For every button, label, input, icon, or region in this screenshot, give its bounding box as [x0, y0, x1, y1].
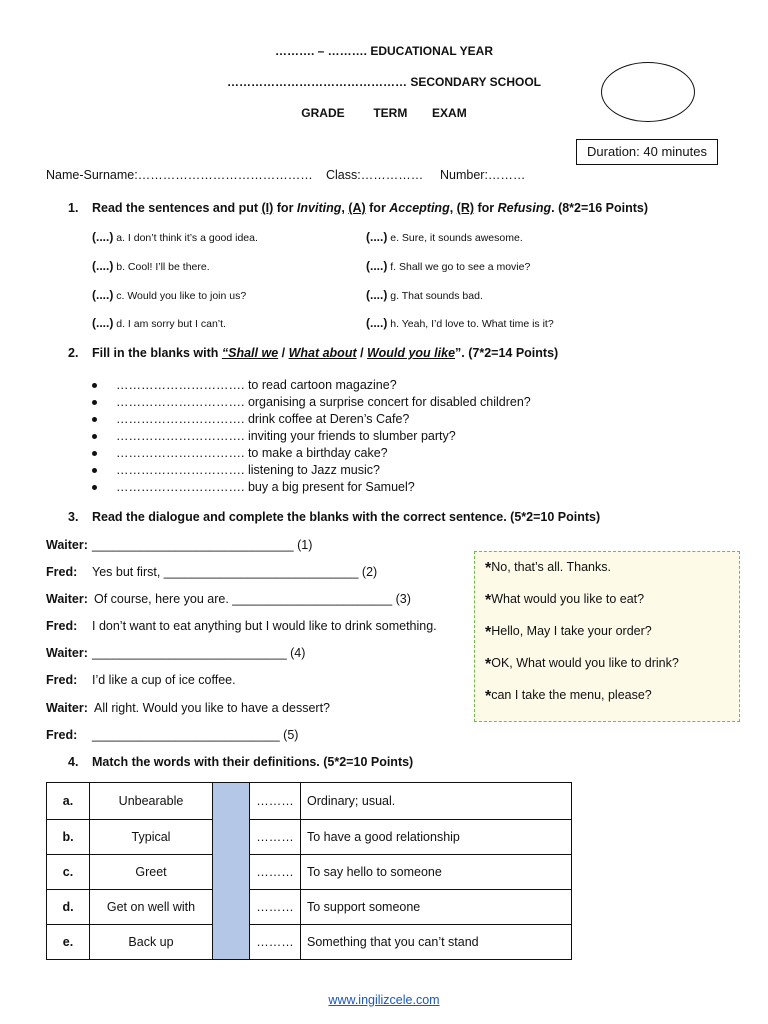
option-text: b. Cool! I’ll be there. — [113, 261, 210, 273]
dialogue-line-8[interactable]: ___________________________ (5) — [92, 728, 299, 742]
q2-what-about: What about — [288, 346, 357, 360]
option-item[interactable] — [485, 624, 652, 642]
table-row — [47, 855, 572, 890]
dialogue-speaker: Fred: — [46, 619, 78, 633]
option-item[interactable] — [485, 560, 611, 578]
q1-option-b[interactable] — [92, 259, 210, 273]
dialogue-line-7: All right. Would you like to have a dessert? — [94, 701, 331, 715]
dialogue-line-4: I don’t want to eat anything but I would like to drink something. — [92, 619, 437, 633]
q1-accepting: Accepting — [389, 201, 450, 215]
option-text: No, that’s all. Thanks. — [491, 560, 611, 574]
table-row — [47, 925, 572, 960]
dialogue-speaker: Waiter: — [46, 646, 88, 660]
dialogue-speaker: Fred: — [46, 673, 78, 687]
q2-item[interactable]: …………………………. listening to Jazz music? — [92, 462, 592, 479]
q1-option-g[interactable] — [366, 288, 483, 302]
dialogue-line-2[interactable]: Yes but first, ____________________________ (2) — [92, 565, 378, 579]
option-text: OK, What would you like to drink? — [491, 656, 679, 670]
number-field[interactable]: Number:……… — [440, 168, 526, 182]
answer-blank[interactable]: (....) — [366, 259, 388, 273]
answer-blank[interactable]: (....) — [92, 316, 114, 330]
answer-blank[interactable]: (....) — [92, 288, 114, 302]
q1-text: for — [273, 201, 297, 215]
q1-number: 1. — [68, 201, 79, 215]
q2-shall-we: “Shall we — [221, 346, 279, 360]
q1-code-r: (R) — [456, 201, 475, 215]
row-letter: d. — [47, 890, 90, 925]
dialogue-line-6: I’d like a cup of ice coffee. — [92, 673, 236, 687]
match-table — [46, 782, 572, 960]
row-letter: b. — [47, 820, 90, 855]
row-letter: e. — [47, 925, 90, 960]
score-oval — [601, 62, 695, 122]
footer — [0, 993, 768, 1007]
star-icon: * — [485, 688, 492, 705]
option-text: What would you like to eat? — [491, 592, 645, 606]
row-blank[interactable]: ……… — [250, 925, 301, 960]
q1-option-d[interactable] — [92, 316, 226, 330]
q1-text: for — [474, 201, 498, 215]
option-text: g. That sounds bad. — [387, 290, 483, 302]
option-item[interactable] — [485, 656, 679, 674]
q3-number: 3. — [68, 510, 79, 524]
row-letter: a. — [47, 783, 90, 820]
school-name: ……………………………………… SECONDARY SCHOOL — [226, 75, 541, 89]
option-item[interactable] — [485, 592, 644, 610]
row-word: Unbearable — [90, 783, 213, 820]
q1-code-i: (I) — [261, 201, 274, 215]
exam-label: EXAM — [432, 106, 467, 120]
q1-option-h[interactable] — [366, 316, 554, 330]
q4-title — [68, 755, 413, 769]
educational-year: ………. – ………. EDUCATIONAL YEAR — [274, 44, 494, 58]
dialogue-speaker: Waiter: — [46, 701, 88, 715]
q2-item[interactable]: …………………………. organising a surprise concert for disabled children? — [92, 394, 592, 411]
option-text: Hello, May I take your order? — [491, 624, 652, 638]
row-definition: Something that you can’t stand — [301, 925, 572, 960]
dialogue-speaker: Waiter: — [46, 538, 88, 552]
q1-text: for — [365, 201, 390, 215]
dialogue-line-1[interactable]: _____________________________ (1) — [92, 538, 313, 552]
q2-item[interactable]: …………………………. inviting your friends to slumber party? — [92, 428, 592, 445]
q2-item[interactable]: …………………………. to make a birthday cake? — [92, 445, 592, 462]
dialogue-speaker: Waiter: — [46, 592, 88, 606]
q2-would-you-like: Would you like — [367, 346, 456, 360]
q1-code-a: (A) — [348, 201, 366, 215]
option-text: f. Shall we go to see a movie? — [387, 261, 531, 273]
q2-text: / — [278, 346, 289, 360]
q2-item[interactable]: …………………………. to read cartoon magazine? — [92, 377, 592, 394]
table-row — [47, 783, 572, 820]
q2-item[interactable]: …………………………. buy a big present for Samuel? — [92, 479, 592, 496]
separator-cell — [213, 783, 250, 960]
star-icon: * — [485, 624, 492, 641]
row-blank[interactable]: ……… — [250, 783, 301, 820]
option-text: h. Yeah, I’d love to. What time is it? — [387, 318, 554, 330]
q2-title — [68, 346, 558, 360]
option-item[interactable] — [485, 688, 652, 706]
option-text: can I take the menu, please? — [491, 688, 652, 702]
row-word: Back up — [90, 925, 213, 960]
answer-options-box — [474, 551, 740, 722]
dialogue-speaker: Fred: — [46, 565, 78, 579]
star-icon: * — [485, 592, 492, 609]
option-text: d. I am sorry but I can’t. — [113, 318, 226, 330]
q1-inviting: Inviting — [296, 201, 342, 215]
q1-option-a[interactable] — [92, 230, 258, 244]
q2-points: ”. (7*2=14 Points) — [455, 346, 559, 360]
q1-option-e[interactable] — [366, 230, 523, 244]
row-definition: To say hello to someone — [301, 855, 572, 890]
star-icon: * — [485, 560, 492, 577]
star-icon: * — [485, 656, 492, 673]
class-field[interactable]: Class:…………… — [326, 168, 424, 182]
option-text: c. Would you like to join us? — [113, 290, 247, 302]
row-word: Typical — [90, 820, 213, 855]
q4-text: Match the words with their definitions. (5*2=10 Points) — [92, 755, 414, 769]
answer-blank[interactable]: (....) — [366, 288, 388, 302]
answer-blank[interactable]: (....) — [366, 230, 388, 244]
duration-box: Duration: 40 minutes — [576, 139, 718, 165]
name-surname-field[interactable]: Name-Surname:…………………………………… — [46, 168, 313, 182]
row-definition: To have a good relationship — [301, 820, 572, 855]
table-row — [47, 890, 572, 925]
dialogue-speaker: Fred: — [46, 728, 78, 742]
q1-text: , — [341, 201, 349, 215]
answer-blank[interactable]: (....) — [92, 230, 114, 244]
q1-refusing: Refusing — [497, 201, 552, 215]
q4-number: 4. — [68, 755, 79, 769]
q2-list — [92, 377, 592, 496]
answer-blank[interactable]: (....) — [366, 316, 388, 330]
q1-option-f[interactable] — [366, 259, 530, 273]
q2-number: 2. — [68, 346, 79, 360]
q3-title — [68, 510, 600, 524]
row-blank[interactable]: ……… — [250, 855, 301, 890]
row-definition: Ordinary; usual. — [301, 783, 572, 820]
q2-text: / — [356, 346, 368, 360]
row-word: Get on well with — [90, 890, 213, 925]
q1-option-c[interactable] — [92, 288, 246, 302]
q1-text: Read the sentences and put — [92, 201, 262, 215]
q2-text: Fill in the blanks with — [92, 346, 222, 360]
row-definition: To support someone — [301, 890, 572, 925]
q3-text: Read the dialogue and complete the blanks with the correct sentence. (5*2=10 Points) — [92, 510, 601, 524]
q2-item[interactable]: …………………………. drink coffee at Deren’s Cafe? — [92, 411, 592, 428]
row-blank[interactable]: ……… — [250, 890, 301, 925]
answer-blank[interactable]: (....) — [92, 259, 114, 273]
website-link[interactable]: www.ingilizcele.com — [328, 993, 440, 1007]
q1-points: . (8*2=16 Points) — [551, 201, 649, 215]
dialogue-line-5[interactable]: ____________________________ (4) — [92, 646, 306, 660]
table-row — [47, 820, 572, 855]
grade-label: GRADE — [301, 106, 345, 120]
q1-text: , — [449, 201, 457, 215]
row-letter: c. — [47, 855, 90, 890]
row-word: Greet — [90, 855, 213, 890]
option-text: e. Sure, it sounds awesome. — [387, 232, 523, 244]
q1-title — [68, 201, 648, 215]
dialogue-line-3[interactable]: Of course, here you are. _______________________ (3) — [94, 592, 411, 606]
term-label: TERM — [373, 106, 408, 120]
row-blank[interactable]: ……… — [250, 820, 301, 855]
option-text: a. I don’t think it’s a good idea. — [113, 232, 258, 244]
